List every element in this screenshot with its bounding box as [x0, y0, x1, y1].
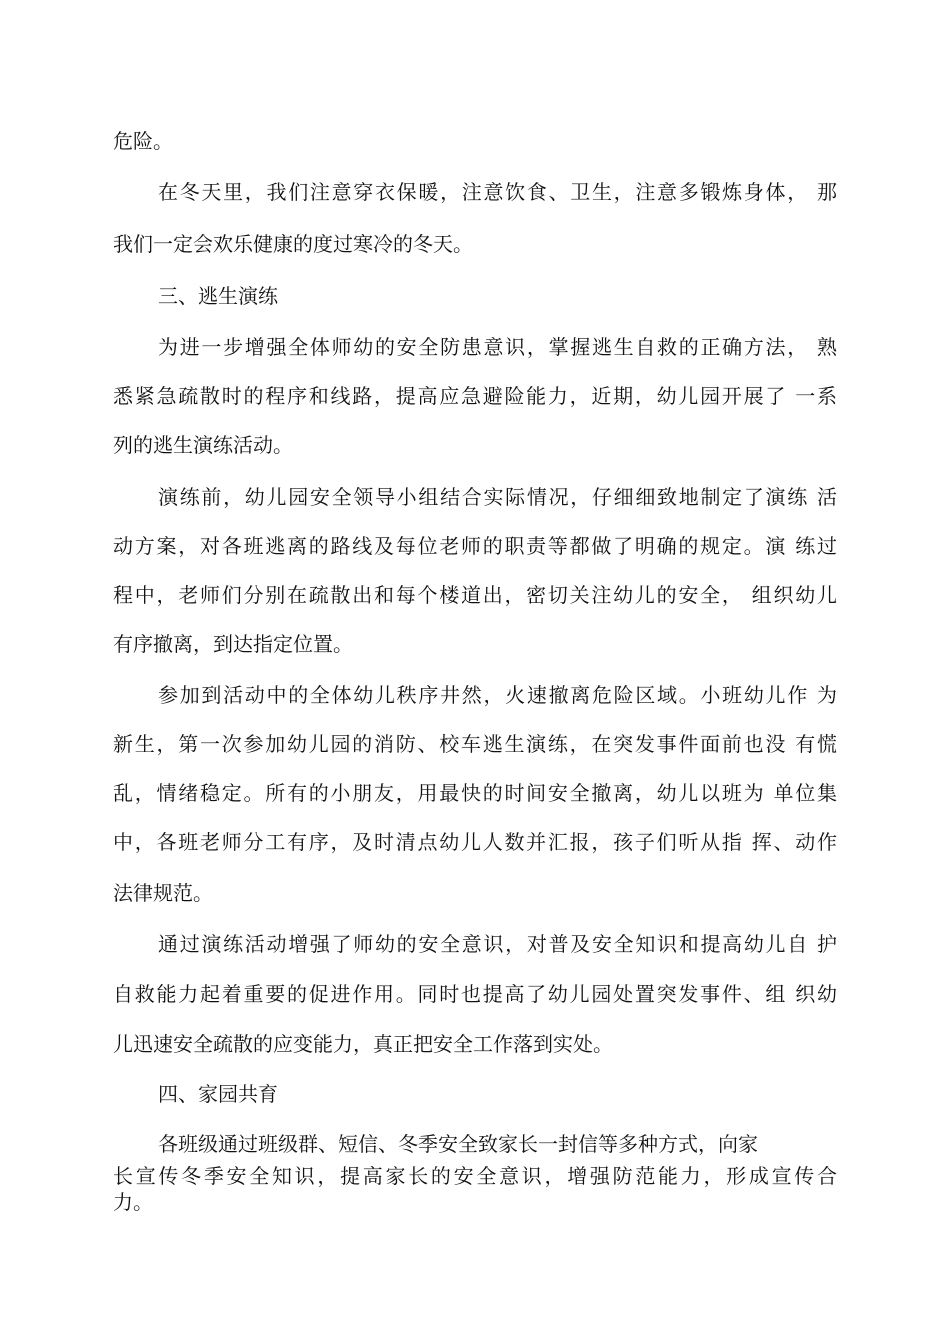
text-line: 列的逃生演练活动。 — [113, 433, 293, 457]
text-line: 危险。 — [113, 129, 173, 153]
text-line: 法律规范。 — [113, 881, 213, 905]
text-line: 儿迅速安全疏散的应变能力，真正把安全工作落到实处。 — [113, 1032, 613, 1056]
text-line: 我们一定会欢乐健康的度过寒冷的冬天。 — [113, 232, 473, 256]
text-line: 悉紧急疏散时的程序和线路，提高应急避险能力，近期，幼儿园开展了 一系 — [113, 384, 837, 408]
section-heading: 三、逃生演练 — [158, 284, 278, 308]
text-line: 各班级通过班级群、短信、冬季安全致家长一封信等多种方式，向家 — [158, 1132, 758, 1156]
text-line: 长宣传冬季安全知识，提高家长的安全意识，增强防范能力，形成宣传合 — [113, 1164, 837, 1188]
section-heading: 四、家园共育 — [158, 1082, 278, 1106]
text-line: 有序撤离，到达指定位置。 — [113, 632, 353, 656]
text-line: 动方案，对各班逃离的路线及每位老师的职责等都做了明确的规定。演 练过 — [113, 534, 837, 558]
text-line: 在冬天里，我们注意穿衣保暖，注意饮食、卫生，注意多锻炼身体， 那 — [158, 180, 837, 204]
text-line: 演练前，幼儿园安全领导小组结合实际情况，仔细细致地制定了演练 活 — [158, 485, 837, 509]
text-line: 乱，情绪稳定。所有的小朋友，用最快的时间安全撤离，幼儿以班为 单位集 — [113, 781, 837, 805]
text-line: 参加到活动中的全体幼儿秩序井然，火速撤离危险区域。小班幼儿作 为 — [158, 683, 837, 707]
text-line: 新生，第一次参加幼儿园的消防、校车逃生演练，在突发事件面前也没 有慌 — [113, 732, 837, 756]
text-line: 程中，老师们分别在疏散出和每个楼道出，密切关注幼儿的安全， 组织幼儿 — [113, 583, 837, 607]
text-line: 自救能力起着重要的促进作用。同时也提高了幼儿园处置突发事件、组 织幼 — [113, 982, 837, 1006]
text-line: 为进一步增强全体师幼的安全防患意识，掌握逃生自救的正确方法， 熟 — [158, 335, 837, 359]
text-line: 中，各班老师分工有序，及时清点幼儿人数并汇报，孩子们听从指 挥、动作 — [113, 830, 837, 854]
text-line: 力。 — [113, 1190, 153, 1214]
text-line: 通过演练活动增强了师幼的安全意识，对普及安全知识和提高幼儿自 护 — [158, 932, 837, 956]
